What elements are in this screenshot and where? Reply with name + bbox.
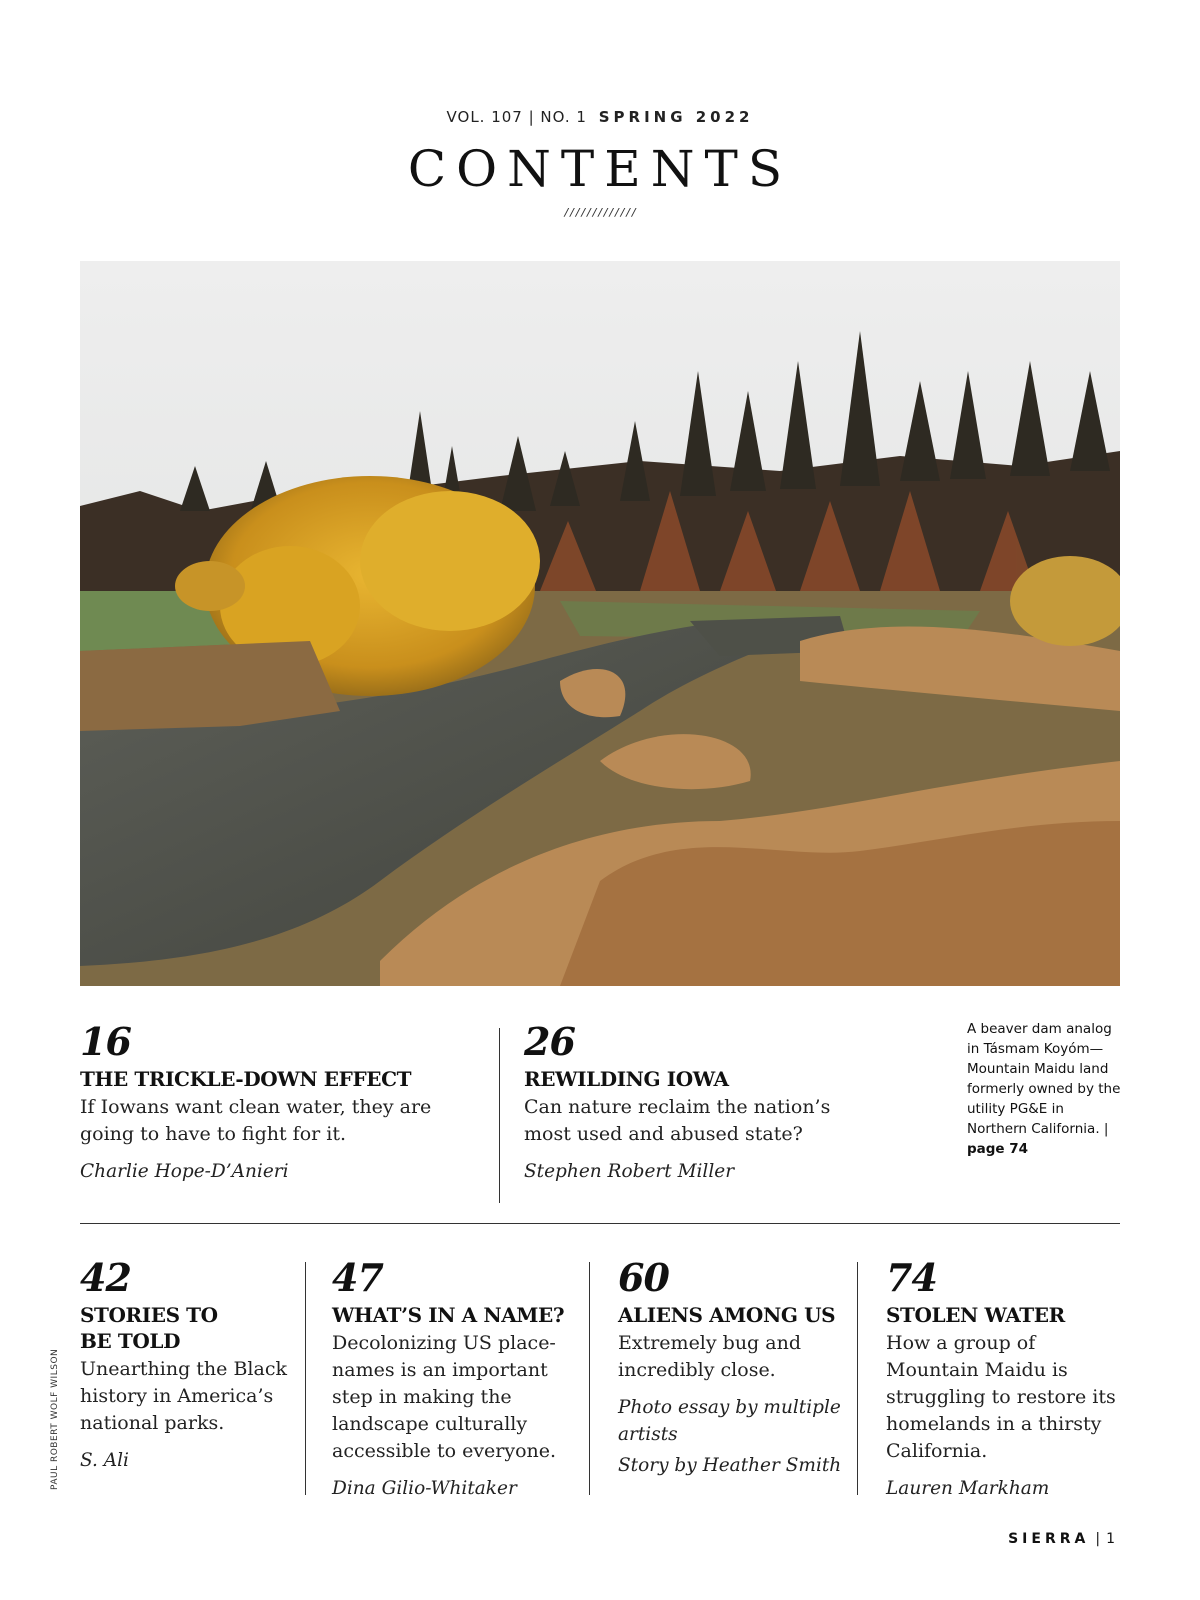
page-number: 26	[524, 1019, 575, 1064]
story-byline: Charlie Hope-D’Anieri	[80, 1161, 289, 1182]
story-headline: REWILDING IOWA	[524, 1067, 729, 1091]
story-dek: How a group of Mountain Maidu is struggling to restore its homelands in a thirsty California.	[886, 1332, 1116, 1462]
footer-separator: |	[1095, 1531, 1101, 1547]
department-story[interactable]	[80, 1255, 295, 1474]
section-divider	[80, 1223, 1120, 1224]
story-byline: Lauren Markham	[886, 1478, 1050, 1499]
column-divider	[305, 1262, 306, 1495]
story-headline: ALIENS AMONG US	[618, 1303, 836, 1327]
story-dek: If Iowans want clean water, they are going to have to fight for it.	[80, 1096, 432, 1145]
volume-number: VOL. 107 | NO. 1	[446, 108, 587, 126]
issue-info	[0, 108, 1200, 126]
story-headline: STOLEN WATER	[886, 1303, 1065, 1327]
story-byline: Dina Gilio-Whitaker	[332, 1478, 517, 1499]
photo-credit: PAUL ROBERT WOLF WILSON	[50, 1348, 60, 1490]
page-number: 47	[332, 1255, 383, 1300]
caption-separator: |	[1103, 1121, 1109, 1137]
department-story[interactable]	[886, 1255, 1122, 1502]
column-divider	[499, 1028, 500, 1203]
story-headline: STORIES TO BE TOLD	[80, 1303, 218, 1353]
page-title: CONTENTS	[407, 140, 793, 198]
story-byline: Stephen Robert Miller	[524, 1161, 735, 1182]
feature-story[interactable]	[524, 1019, 834, 1185]
page-number: 60	[618, 1255, 669, 1300]
column-divider	[857, 1262, 858, 1495]
page-footer	[1008, 1531, 1119, 1547]
department-story[interactable]	[618, 1255, 848, 1479]
story-headline: THE TRICKLE-DOWN EFFECT	[80, 1067, 412, 1091]
page-number: 42	[80, 1255, 131, 1300]
caption-text: A beaver dam analog in Tásmam Koyóm—Mountain Maidu land formerly owned by the utility PG&E in Northern California.	[967, 1021, 1121, 1137]
folio-number: 1	[1106, 1531, 1119, 1547]
photo-caption	[967, 1019, 1127, 1159]
department-story[interactable]	[332, 1255, 577, 1502]
story-byline: S. Ali	[80, 1450, 129, 1471]
magazine-name: SIERRA	[1008, 1531, 1090, 1547]
story-byline-secondary: Story by Heather Smith	[618, 1455, 842, 1476]
feature-story[interactable]	[80, 1019, 480, 1185]
hero-photo	[80, 261, 1120, 986]
caption-page-link[interactable]: page 74	[967, 1141, 1029, 1157]
story-dek: Extremely bug and incredibly close.	[618, 1332, 801, 1381]
story-dek: Unearthing the Black history in America’s national parks.	[80, 1358, 287, 1434]
story-dek: Decolonizing US place-names is an important step in making the landscape culturally accessible to everyone.	[332, 1332, 557, 1462]
story-headline: WHAT’S IN A NAME?	[332, 1303, 565, 1327]
page-number: 16	[80, 1019, 131, 1064]
story-byline: Photo essay by multiple artists	[618, 1397, 841, 1445]
story-dek: Can nature reclaim the nation’s most used and abused state?	[524, 1096, 831, 1145]
column-divider	[589, 1262, 590, 1495]
title-ornament: /////////////	[563, 206, 637, 219]
issue-season: SPRING 2022	[598, 108, 754, 126]
page-number: 74	[886, 1255, 937, 1300]
